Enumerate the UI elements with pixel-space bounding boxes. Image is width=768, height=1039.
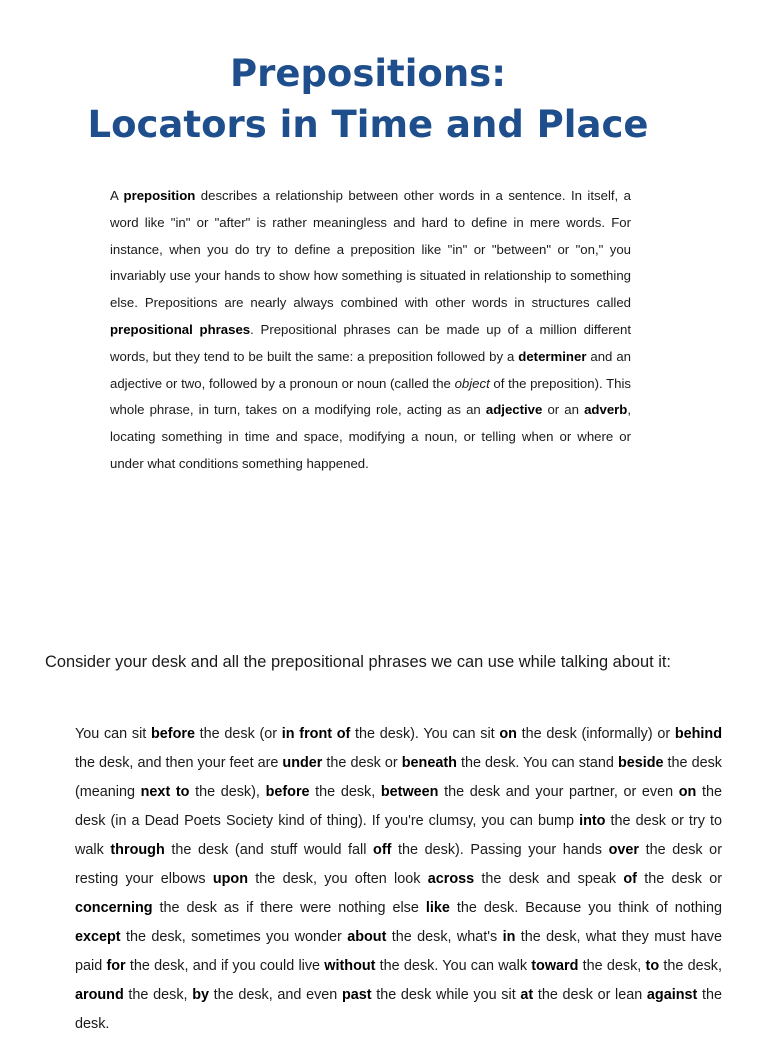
bold-term: on — [499, 726, 517, 742]
bold-term: by — [192, 987, 209, 1003]
bold-term: before — [265, 784, 310, 800]
text-run: the desk (meaning — [75, 755, 722, 800]
text-run: the desk, you often look — [248, 871, 428, 887]
text-run: the desk and your partner, or even — [438, 784, 679, 800]
bold-term: beneath — [401, 755, 457, 771]
bold-term: determiner — [518, 348, 587, 364]
desk-lead-sentence: Consider your desk and all the prepositional phrases we can use while talking about it: — [45, 653, 671, 671]
bold-term: between — [380, 784, 439, 800]
text-run: the desk, and if you could live — [125, 958, 325, 974]
text-run: the desk. You can stand — [456, 755, 618, 771]
bold-term: for — [106, 958, 126, 974]
bold-term: at — [520, 987, 534, 1003]
desk-paragraph — [75, 720, 722, 1039]
text-run: the desk (or — [194, 726, 282, 742]
text-run: the desk, and then your feet are — [75, 755, 283, 771]
text-run: the desk or lean — [533, 987, 647, 1003]
bold-term: of — [623, 871, 637, 887]
bold-term: under — [282, 755, 323, 771]
text-run: and an adjective or two, followed by a pronoun or noun (called the — [110, 348, 631, 391]
bold-term: across — [427, 871, 475, 887]
text-run: the desk (in a Dead Poets Society kind of thing). If you're clumsy, you can bump — [75, 784, 722, 829]
bold-term: behind — [674, 726, 722, 742]
bold-term: adjective — [485, 402, 543, 418]
text-run: or an — [542, 402, 585, 418]
bold-term: past — [341, 987, 372, 1003]
text-run: the desk). Passing your hands — [391, 842, 609, 858]
title-line-2: Locators in Time and Place — [87, 103, 649, 146]
bold-term: against — [646, 987, 698, 1003]
bold-term: preposition — [123, 188, 196, 203]
bold-term: to — [645, 958, 660, 974]
bold-term: on — [678, 784, 697, 800]
bold-term: into — [579, 813, 606, 829]
text-run: the desk, — [578, 958, 646, 974]
bold-term: before — [150, 726, 195, 742]
text-run: the desk (and stuff would fall — [164, 842, 374, 858]
text-run: the desk, — [659, 958, 722, 974]
text-run: the desk). You can sit — [350, 726, 500, 742]
page-title — [0, 48, 736, 150]
bold-term: upon — [212, 871, 249, 887]
text-run: . Prepositional phrases can be made up of a million different words, but they tend to be built the same: a preposition followed by a — [110, 321, 631, 364]
text-run: the desk, — [309, 784, 381, 800]
bold-term: in — [502, 929, 516, 945]
bold-term: about — [347, 929, 387, 945]
text-run: the desk, — [123, 987, 193, 1003]
text-run: the desk (informally) or — [516, 726, 675, 742]
text-run: describes a relationship between other words in a sentence. In itself, a word like "in" or "after" is rather meaningless and hard to define in mere words. For instance, when you do try to define a preposition like "in" or "between" or "on," you invariably use your hands to show how something is situated in relationship to something else. Prepositions are nearly always combined with other words in structures called — [110, 188, 631, 311]
text-run: the desk, what's — [386, 929, 503, 945]
bold-term: like — [425, 900, 450, 916]
bold-term: next to — [140, 784, 190, 800]
text-run: the desk while you sit — [371, 987, 521, 1003]
bold-term: in front of — [281, 726, 351, 742]
text-run: , locating something in time and space, modifying a noun, or telling when or where or under what conditions something happened. — [110, 402, 632, 471]
text-run: the desk, sometimes you wonder — [120, 929, 348, 945]
bold-term: prepositional phrases — [110, 321, 251, 337]
italic-term: object — [454, 375, 490, 391]
text-run: the desk), — [189, 784, 266, 800]
text-run: the desk, what they must have paid — [75, 929, 722, 974]
bold-term: concerning — [75, 900, 153, 916]
intro-paragraph — [110, 183, 631, 478]
bold-term: off — [373, 842, 392, 858]
text-run: the desk or try to walk — [75, 813, 722, 858]
text-run: You can sit — [75, 726, 151, 742]
text-run: A — [110, 188, 124, 203]
bold-term: through — [110, 842, 165, 858]
text-run: the desk, and even — [208, 987, 342, 1003]
bold-term: over — [608, 842, 639, 858]
text-run: the desk as if there were nothing else — [152, 900, 426, 916]
text-run: the desk or — [322, 755, 402, 771]
text-run: the desk or resting your elbows — [75, 842, 722, 887]
text-run: the desk and speak — [474, 871, 624, 887]
text-run: of the preposition). This whole phrase, in turn, takes on a modifying role, acting as an — [110, 375, 631, 418]
title-line-1: Prepositions: — [229, 52, 507, 95]
bold-term: adverb — [584, 402, 628, 418]
bold-term: toward — [531, 958, 579, 974]
text-run: the desk or — [636, 871, 722, 887]
bold-term: except — [75, 929, 121, 945]
bold-term: without — [324, 958, 376, 974]
bold-term: around — [75, 987, 124, 1003]
text-run: the desk. — [75, 987, 722, 1032]
bold-term: beside — [617, 755, 664, 771]
text-run: the desk. You can walk — [375, 958, 532, 974]
text-run: the desk. Because you think of nothing — [449, 900, 722, 916]
